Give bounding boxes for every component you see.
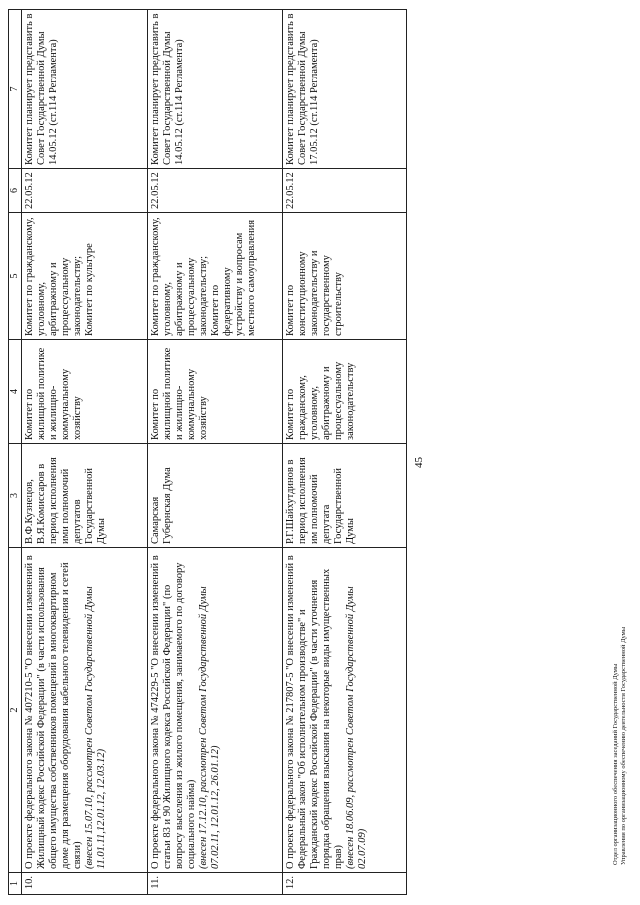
date-cell: 22.05.12	[21, 169, 147, 213]
bill-note: (внесен 17.12.10, рассмотрен Советом Государственной Думы 07.02.11, 12.01.12, 26.01.12)	[197, 586, 221, 869]
bill-note: (внесен 18.06.09, рассмотрен Советом Государственной Думы 02.07.09)	[344, 586, 368, 869]
status-cell: Комитет планирует представить в Совет Государственной Думы 17.05.12 (ст.114 Регламента)	[282, 10, 406, 169]
date-cell: 22.05.12	[282, 169, 406, 213]
status-cell: Комитет планирует представить в Совет Государственной Думы 14.05.12 (ст.114 Регламента)	[21, 10, 147, 169]
row-number: 10.	[21, 873, 147, 895]
table-row	[147, 10, 282, 895]
initiators-cell: Самарская Губернская Дума	[147, 444, 282, 548]
lead-committee-cell: Комитет по жилищной политике и жилищно-коммунальному хозяйству	[147, 340, 282, 444]
bill-title: О проекте федерального закона № 474229-5 "О внесении изменений в статьи 83 и 90 Жилищного кодекса Российской Федерации" (по вопросу выселения из жилого помещения, занимаемого по договору социального найма)	[149, 555, 197, 869]
column-number-row	[9, 10, 22, 895]
column-header: 5	[9, 213, 22, 340]
lead-committee-cell: Комитет по гражданскому, уголовному, арбитражному и процессуальному законодательству	[282, 340, 406, 444]
lead-committee-cell: Комитет по жилищной политике и жилищно-коммунальному хозяйству	[21, 340, 147, 444]
row-number: 12.	[282, 873, 406, 895]
bill-title: О проекте федерального закона № 217807-5 "О внесении изменений в Федеральный закон "Об исполнительном производстве" и Гражданский кодекс Российской Федерации" (в части уточнения порядка обращения взыскания на некоторые виды имущественных прав)	[284, 555, 344, 869]
table-row	[282, 10, 406, 895]
column-header: 6	[9, 169, 22, 213]
row-number: 11.	[147, 873, 282, 895]
bill-note: (внесен 15.07.10, рассмотрен Советом Государственной Думы 11.01.11,12.01.12, 12.03.12)	[83, 586, 107, 869]
table-row	[21, 10, 147, 895]
column-header: 4	[9, 340, 22, 444]
footer-line-2: Управления по организационному обеспечению деятельности Государственной Думы	[620, 626, 627, 865]
initiators-cell: Р.Г.Шайхутдинов в период исполнения им полномочий депутата Государственной Думы	[282, 444, 406, 548]
column-header: 3	[9, 444, 22, 548]
co-committees-cell: Комитет по гражданскому, уголовному, арбитражному и процессуальному законодательству; Комитет по культуре	[21, 213, 147, 340]
column-header: 7	[9, 10, 22, 169]
co-committees-cell: Комитет по гражданскому, уголовному, арбитражному и процессуальному законодательству; Комитет по федеративному устройству и вопросам местного самоуправления	[147, 213, 282, 340]
co-committees-cell: Комитет по конституционному законодательству и государственному строительству	[282, 213, 406, 340]
footer-line-1: Отдел организационного обеспечения заседаний Государственной Думы	[612, 663, 619, 865]
column-header: 2	[9, 548, 22, 873]
bill-title: О проекте федерального закона № 407210-5 "О внесении изменений в Жилищный кодекс Российской Федерации" (в части использования общего имущества собственников помещений в многоквартирном доме для размещения оборудования кабельного телевидения и сетей связи)	[23, 555, 83, 869]
agenda-table	[8, 9, 407, 895]
initiators-cell: В.Ф.Кузнецов, В.Я.Комиссаров в период исполнения ими полномочий депутатов Государственной Думы	[21, 444, 147, 548]
bill-cell	[21, 548, 147, 873]
status-cell: Комитет планирует представить в Совет Государственной Думы 14.05.12 (ст.114 Регламента)	[147, 10, 282, 169]
bill-cell	[147, 548, 282, 873]
column-header: 1	[9, 873, 22, 895]
bill-cell	[282, 548, 406, 873]
date-cell: 22.05.12	[147, 169, 282, 213]
page-number: 45	[413, 457, 425, 468]
